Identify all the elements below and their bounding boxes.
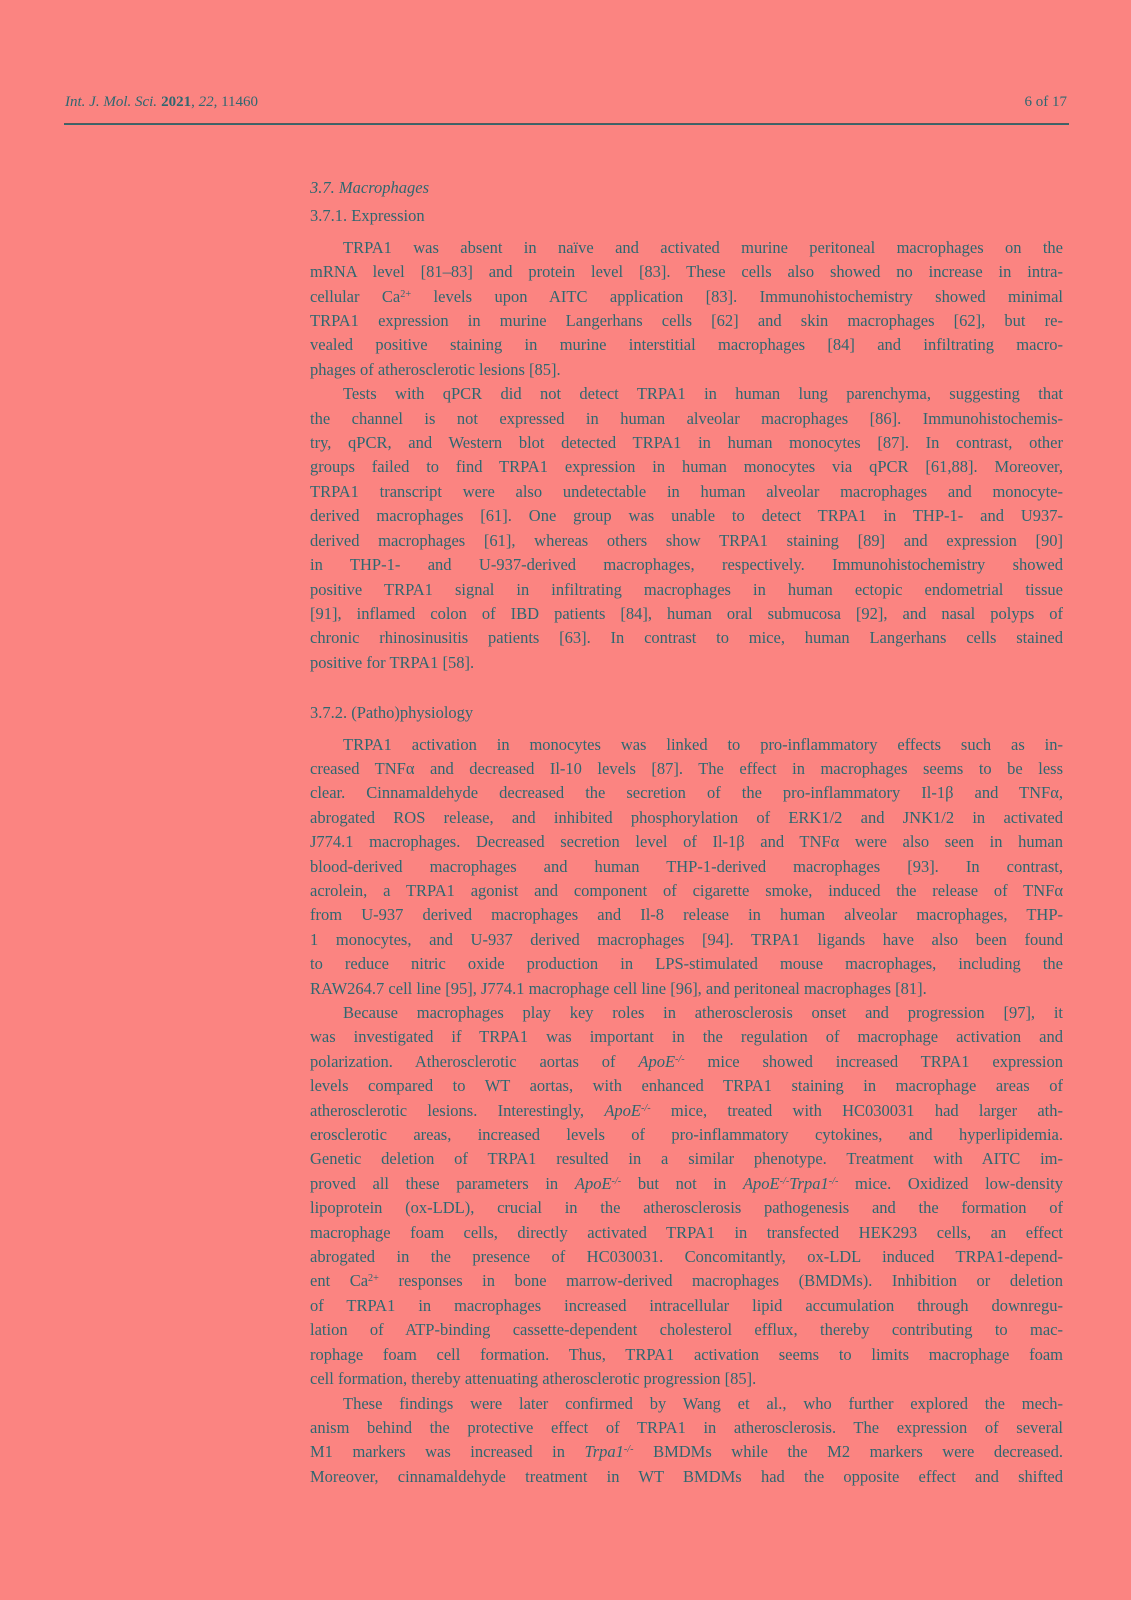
- text-line: clear. Cinnamaldehyde decreased the secretion of the pro-inflammatory Il-1β and TNFα,: [310, 783, 1063, 803]
- text-line: erosclerotic areas, increased levels of pro-inflammatory cytokines, and hyperlipidemia.: [310, 1125, 1063, 1145]
- article-number: 11460: [221, 94, 259, 110]
- text-line: lation of ATP-binding cassette-dependent cholesterol efflux, thereby contributing to mac-: [310, 1320, 1063, 1340]
- italic-text: ApoE: [742, 1173, 780, 1193]
- section-heading-3-7-1: 3.7.1. Expression: [310, 206, 425, 226]
- journal-name: Int. J. Mol. Sci.: [65, 94, 158, 110]
- text-line: Because macrophages play key roles in atherosclerosis onset and progression [97], it: [343, 1003, 1063, 1022]
- text-line: ent $Ca^{2+}$ responses in bone marrow-derived macrophages (BMDMs). Inhibition or deletion: [310, 1271, 1063, 1291]
- text-line: chronic rhinosinusitis patients [63]. In contrast to mice, human Langerhans cells stained: [310, 628, 1063, 648]
- text-line: derived macrophages [61]. One group was unable to detect TRPA1 in THP-1- and U937-: [310, 506, 1063, 526]
- text-line: anism behind the protective effect of TRPA1 in atherosclerosis. The expression of several: [310, 1417, 1063, 1437]
- page-header: [65, 94, 1067, 111]
- text-line: abrogated in the presence of HC030031. Concomitantly, ox-LDL induced TRPA1-depend-: [310, 1247, 1063, 1267]
- text-line: atherosclerotic lesions. Interestingly, ApoE-/- mice, treated with HC030031 had larger ath-: [310, 1100, 1063, 1120]
- text-line: mRNA level [81–83] and protein level [83]. These cells also showed no increase in intra-: [310, 262, 1063, 282]
- text-line: derived macrophages [61], whereas others show TRPA1 staining [89] and expression [90]: [310, 530, 1063, 550]
- text-line: positive TRPA1 signal in infiltrating macrophages in human ectopic endometrial tissue: [310, 579, 1063, 599]
- journal-volume: 22: [198, 94, 214, 110]
- text-line: blood-derived macrophages and human THP-1-derived macrophages [93]. In contrast,: [310, 856, 1063, 876]
- text-line: TRPA1 expression in murine Langerhans cells [62] and skin macrophages [62], but re-: [310, 311, 1063, 331]
- text-line: was investigated if TRPA1 was important in the regulation of macrophage activation and: [310, 1027, 1063, 1047]
- text-line: levels compared to WT aortas, with enhanced TRPA1 staining in macrophage areas of: [310, 1076, 1063, 1096]
- text-line: cell formation, thereby attenuating atherosclerotic progression [85].: [310, 1369, 757, 1389]
- text-line: positive for TRPA1 [58].: [310, 652, 475, 672]
- italic-text: Trpa1: [789, 1173, 829, 1193]
- text-line: cellular $Ca^{2+}$ levels upon AITC application [83]. Immunohistochemistry showed minimal: [310, 286, 1064, 306]
- paragraph-expression-1: [310, 236, 1063, 382]
- paragraph-expression-2: [310, 382, 1063, 675]
- paragraph-pathophysiology-2: [310, 1001, 1063, 1392]
- superscript-text: -/-: [623, 1444, 634, 1456]
- text-line: M1 markers was increased in Trpa1-/- BMDMs while the M2 markers were decreased.: [310, 1442, 1063, 1462]
- text-line: Moreover, cinnamaldehyde treatment in WT BMDMs had the opposite effect and shifted: [310, 1466, 1063, 1486]
- text-line: TRPA1 was absent in naïve and activated murine peritoneal macrophages on the: [343, 237, 1063, 257]
- superscript-text: -/-: [611, 1175, 622, 1187]
- section-heading-3-7-2: 3.7.2. (Patho)physiology: [310, 703, 474, 723]
- text-line: from U-937 derived macrophages and Il-8 release in human alveolar macrophages, THP-: [310, 905, 1063, 925]
- text-line: macrophage foam cells, directly activated TRPA1 in transfected HEK293 cells, an effect: [310, 1222, 1063, 1242]
- italic-text: ApoE: [574, 1173, 612, 1193]
- section-heading-3-7: 3.7. Macrophages: [310, 178, 429, 197]
- journal-year: 2021: [161, 94, 192, 110]
- text-line: lipoprotein (ox-LDL), crucial in the atherosclerosis pathogenesis and the formation of: [310, 1198, 1063, 1218]
- superscript-text: 2+: [400, 288, 412, 300]
- text-line: abrogated ROS release, and inhibited phosphorylation of ERK1/2 and JNK1/2 in activated: [310, 807, 1063, 827]
- paragraph-pathophysiology-3: [310, 1392, 1063, 1490]
- text-line: 1 monocytes, and U-937 derived macrophages [94]. TRPA1 ligands have also been found: [310, 929, 1063, 949]
- superscript-text: -/-: [779, 1175, 790, 1187]
- text-line: try, qPCR, and Western blot detected TRPA1 in human monocytes [87]. In contrast, other: [310, 433, 1063, 453]
- text-line: creased TNFα and decreased Il-10 levels [87]. The effect in macrophages seems to be less: [310, 758, 1063, 778]
- text-line: [91], inflamed colon of IBD patients [84], human oral submucosa [92], and nasal polyps of: [310, 603, 1063, 623]
- text-line: acrolein, a TRPA1 agonist and component of cigarette smoke, induced the release of TNFα: [310, 880, 1063, 900]
- text-line: vealed positive staining in murine interstitial macrophages [84] and infiltrating macro-: [310, 335, 1063, 355]
- superscript-text: -/-: [641, 1102, 651, 1114]
- text-line: TRPA1 transcript were also undetectable in human alveolar macrophages and monocyte-: [310, 481, 1063, 501]
- text-line: phages of atherosclerotic lesions [85].: [310, 359, 561, 379]
- text-line: These findings were later confirmed by Wang et al., who further explored the mech-: [343, 1393, 1063, 1413]
- separator: ,: [191, 94, 199, 110]
- text-line: the channel is not expressed in human alveolar macrophages [86]. Immunohistochemis-: [310, 408, 1063, 428]
- superscript-text: -/-: [675, 1053, 685, 1065]
- page-number: 6 of 17: [1024, 94, 1067, 110]
- text-line: groups failed to find TRPA1 expression in human monocytes via qPCR [61,88]. Moreover,: [310, 457, 1063, 477]
- text-line: proved all these parameters in ApoE-/- but not in ApoE-/-Trpa1-/- mice. Oxidized low-density: [310, 1173, 1063, 1193]
- text-line: J774.1 macrophages. Decreased secretion level of Il-1β and TNFα were also seen in human: [310, 832, 1063, 852]
- italic-text: ApoE: [604, 1100, 641, 1120]
- text-line: in THP-1- and U-937-derived macrophages, respectively. Immunohistochemistry showed: [310, 555, 1063, 575]
- text-line: Tests with qPCR did not detect TRPA1 in human lung parenchyma, suggesting that: [343, 384, 1063, 404]
- text-line: TRPA1 activation in monocytes was linked to pro-inflammatory effects such as in-: [343, 734, 1063, 754]
- superscript-text: -/-: [828, 1175, 839, 1187]
- text-line: rophage foam cell formation. Thus, TRPA1 activation seems to limits macrophage foam: [310, 1344, 1063, 1364]
- italic-text: Trpa1: [584, 1442, 624, 1462]
- text-line: to reduce nitric oxide production in LPS-stimulated mouse macrophages, including the: [310, 954, 1063, 974]
- header-rule: [64, 123, 1069, 125]
- text-line: Genetic deletion of TRPA1 resulted in a similar phenotype. Treatment with AITC im-: [310, 1149, 1063, 1169]
- separator: ,: [213, 94, 222, 110]
- journal-citation: [65, 94, 258, 111]
- paragraph-pathophysiology-1: [310, 733, 1063, 1001]
- text-line: polarization. Atherosclerotic aortas of ApoE-/- mice showed increased TRPA1 expression: [310, 1051, 1063, 1071]
- article-body: [310, 176, 1063, 1489]
- superscript-text: 2+: [368, 1273, 379, 1285]
- text-line: RAW264.7 cell line [95], J774.1 macrophage cell line [96], and peritoneal macrophages [81].: [310, 978, 927, 998]
- text-line: of TRPA1 in macrophages increased intracellular lipid accumulation through downregu-: [310, 1295, 1063, 1315]
- italic-text: ApoE: [638, 1051, 676, 1071]
